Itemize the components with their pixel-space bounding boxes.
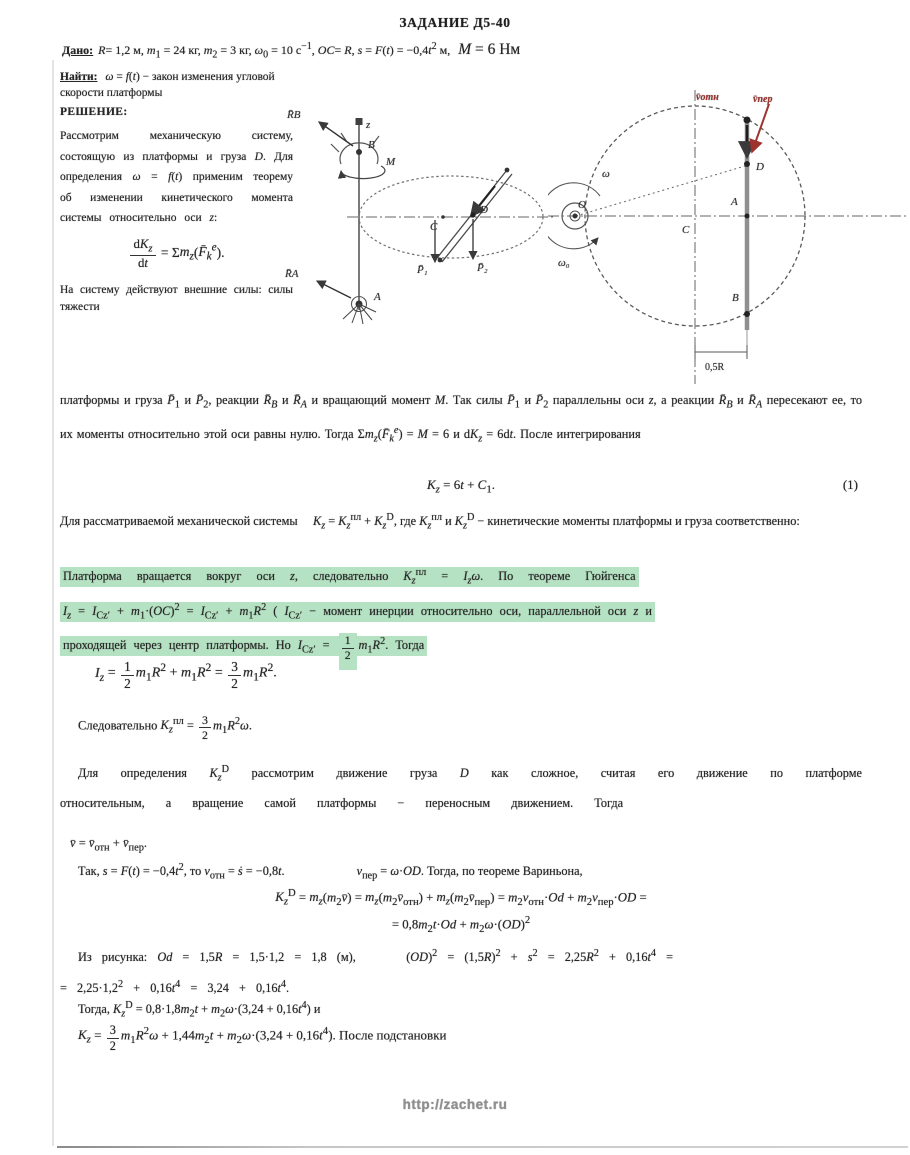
given-label: Дано: — [62, 43, 94, 57]
find-text: ω = f(t) − закон изменения угловой скорости платформы — [60, 71, 275, 99]
velocity-sum-formula: v̄ = $v̄_{отн}$ + $v̄_{пер}$. — [70, 836, 148, 854]
reaction-ra-arrow — [317, 281, 351, 298]
omega-label: ω — [602, 168, 610, 180]
v-per-label: v̄пер — [753, 94, 773, 105]
forces-paragraph: платформы и груза $P̄_1$ и $P̄_2$, реакции $R̄_B$ и $R̄_A$ и вращающий момент M. Так силы $P̄_1$ и $P̄_2$ параллельны оси z, а реакции $R̄_B$ и $R̄_A$ пересекают ее, то их моменты относительно этой оси равны нулю. Тогда $\Sigma m_z(F̄_k^e) = M = 6$ и $dK_z = 6dt$. После интегрирования — [60, 393, 862, 445]
omega0-label: ω₀ — [558, 257, 570, 269]
left-column — [60, 70, 293, 316]
kz-total-formula: $K_z$ = $\frac{3}{2}$ $m_1R^2\omega + 1,44m_2t + m_2\omega\cdot(3,24 + 0,16t^4)$. После подстановки — [78, 1023, 447, 1053]
intro-paragraph: Рассмотрим механическую систему, состоящую из платформы и груза D. Для определения ω = f(t) применим теорему об изменении кинетического момента системы относительно оси z: — [60, 130, 293, 224]
weight-p1-label: P̄₁ — [417, 264, 428, 276]
scan-edge-left — [52, 60, 54, 1146]
huygens-line-1: Платформа вращается вокруг оси z, следовательно $K_z^{пл} = I_z\omega$. По теореме Гюйгенса — [60, 563, 862, 591]
weight-p2-label: P̄₂ — [477, 262, 488, 274]
inertia-formula: $I_z$ = $\frac{1}{2}$ $m_1R^2 + m_1R^2$ = $\frac{3}{2}$ $m_1R^2$. — [95, 659, 277, 691]
point-b-label: B — [368, 139, 375, 151]
given-moment-value: M = 6 Нм — [458, 41, 521, 58]
point-b-marker — [744, 311, 750, 317]
solution-heading: РЕШЕНИЕ: — [60, 106, 128, 118]
find-block — [60, 70, 293, 101]
velocity-values-line — [78, 862, 862, 882]
equation-1: $K_z = 6t + C_1$. — [426, 477, 496, 496]
moment-m-label: M — [386, 156, 396, 168]
axis-z-label: z — [366, 119, 371, 131]
external-forces-intro: На систему действуют внешние силы: силы тяжести — [60, 283, 293, 313]
given-line — [62, 41, 882, 60]
equation-1-row — [60, 477, 862, 496]
point-c-marker — [441, 215, 445, 219]
axis-o-label: O — [578, 199, 586, 211]
transport-velocity-arrow — [752, 104, 769, 152]
chord-end-marker — [505, 168, 510, 173]
v-otn-label: v̄отн — [696, 92, 719, 103]
platform-moment-line: Следовательно $K_z^{пл}$ = $\frac{3}{2}$ $m_1R^2\omega$. — [78, 713, 252, 743]
bottom-bearing — [343, 297, 376, 325]
page-title: ЗАДАНИЕ Д5-40 — [399, 15, 511, 30]
point-a-label: A — [731, 196, 738, 208]
point-a-label: A — [374, 291, 381, 303]
given-values: R= 1,2 м, $m_1 = 24$ кг, $m_2 = 3$ кг, $\omega_0 = 10$ $с^{-1}$, OC= R, $s = F(t) = -0,4t^2$ м, — [98, 41, 451, 61]
reaction-rb-arrow — [319, 122, 353, 146]
watermark-url: http://zachet.ru — [402, 1097, 508, 1112]
load-motion-paragraph: Для определения $K_z^D$ рассмотрим движение груза D как сложное, считая его движение по платформе относительным, а вращение самой платформы − переносным движением. Тогда — [60, 764, 862, 811]
point-d-marker — [470, 212, 475, 217]
dimension-label: 0,5R — [705, 362, 725, 373]
moment-m-arrow — [341, 166, 385, 179]
huygens-line-3: проходящей через центр платформы. Но $I_{Cz'}$ = $\frac{1}{2}$ $m_1R^2$. Тогда — [60, 632, 862, 670]
point-c-label: C — [430, 221, 438, 233]
varignon-formula-line-1: $K_z^D$ = $m_z(m_2v̄)$ = $m_z(m_2v̄_{отн})$ + $m_z(m_2v̄_{пер}) = m_2v_{отн}\cdot Od + m_2v_{пер}\cdot OD$ = — [275, 888, 647, 908]
point-a-marker — [745, 214, 750, 219]
varignon-formula-line-2: = $0,8m_2t\cdot Od + m_2\omega\cdot(OD)^2$ — [391, 915, 531, 935]
transport-velocity-text: $v_{пер} = \omega\cdot OD$. Тогда, по теореме Вариньона, — [356, 864, 583, 882]
point-b-label: B — [732, 292, 739, 304]
huygens-line-2: $I_z = I_{Cz'} + m_1\cdot(OC)^2 = I_{Cz'} + m_1R^2$ ( $I_{Cz'}$ − момент инерции относительно оси, параллельной оси z и — [60, 598, 862, 626]
kzd-result-line: Тогда, $K_z^D = 0,8\cdot 1,8m_2t + m_2\omega\cdot(3,24 + 0,16t^4)$ и — [78, 1000, 321, 1020]
relative-velocity-text: Так, $s = F(t) = -0,4t^2$, то $v_{отн}$ = ṡ = −0,8t. — [78, 862, 285, 882]
figure-side-view — [283, 92, 555, 348]
center-c-label: C — [682, 224, 690, 236]
scan-edge-bottom — [57, 1146, 908, 1148]
momentum-theorem-formula: $dK_z$ dt = $\Sigma m_z(F̄_k^e)$. — [60, 238, 293, 271]
find-label: Найти: — [60, 71, 98, 83]
chord-end-marker2 — [438, 258, 443, 263]
reaction-rb-label: R̄B — [287, 109, 301, 121]
reaction-ra-label: R̄A — [285, 268, 299, 280]
point-d-label: D — [480, 204, 488, 216]
point-b-marker — [356, 149, 362, 155]
distances-paragraph: Из рисунка: Od = 1,5R = 1,5·1,2 = 1,8 (м), $(OD)^2 = (1,5R)^2 + s^2 = 2,25R^2 + 0,16t^4$ = = $2,25\cdot 1,2^2 + 0,16t^4 = 3,24 + 0,16t^4$. — [60, 948, 674, 996]
chord-top-marker — [744, 117, 751, 124]
dimension-05r — [695, 345, 747, 359]
figure-top-view — [548, 84, 910, 396]
point-d-label: D — [756, 161, 764, 173]
system-moment-paragraph: Для рассматриваемой механической системы $K_z = K_z^{пл} + K_z^D$, где $K_z^{пл}$ и $K_z^D$ − кинетические моменты платформы и груза соответственно: — [60, 512, 800, 532]
equation-1-number: (1) — [842, 477, 858, 492]
axis-z — [356, 118, 363, 310]
